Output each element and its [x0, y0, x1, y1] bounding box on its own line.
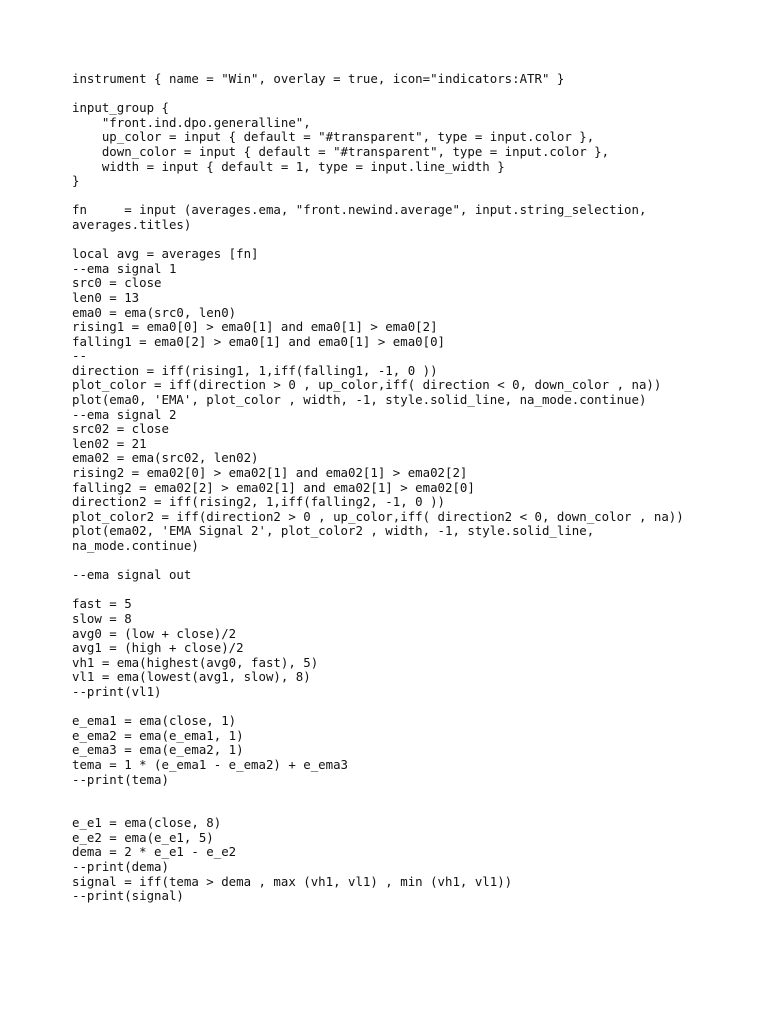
code-line: --: [72, 348, 87, 364]
code-line: }: [72, 173, 80, 189]
code-line: plot(ema0, 'EMA', plot_color , width, -1, style.solid_line, na_mode.continue): [72, 392, 647, 408]
code-line: plot_color2 = iff(direction2 > 0 , up_color,iff( direction2 < 0, down_color , na)): [72, 508, 684, 524]
code-line: --ema signal out: [72, 567, 192, 583]
code-line: averages.titles): [72, 216, 192, 232]
code-line: tema = 1 * (e_ema1 - e_ema2) + e_ema3: [72, 756, 349, 772]
code-line: falling1 = ema0[2] > ema0[1] and ema0[1] > ema0[0]: [72, 333, 445, 349]
code-line: na_mode.continue): [72, 538, 199, 553]
code-line: len0 = 13: [72, 289, 140, 305]
code-line: "front.ind.dpo.generalline",: [72, 114, 311, 130]
code-line: [72, 554, 752, 569]
code-line: --print(dema): [72, 859, 169, 875]
code-line: direction2 = iff(rising2, 1,iff(falling2, -1, 0 )): [72, 494, 445, 510]
code-line: dema = 2 * e_e1 - e_e2: [72, 844, 237, 860]
code-line: signal = iff(tema > dema , max (vh1, vl1) , min (vh1, vl1)): [72, 873, 513, 889]
code-line: local avg = averages [fn]: [72, 246, 259, 262]
code-line: e_e2 = ema(e_e1, 5): [72, 829, 214, 845]
code-line: --print(signal): [72, 888, 184, 904]
code-line: rising1 = ema0[0] > ema0[1] and ema0[1] > ema0[2]: [72, 319, 438, 335]
code-line: ema02 = ema(src02, len02): [72, 450, 259, 466]
code-line: vl1 = ema(lowest(avg1, slow), 8): [72, 669, 311, 685]
code-line: src02 = close: [72, 421, 169, 437]
code-line: avg0 = (low + close)/2: [72, 625, 237, 641]
code-line: up_color = input { default = "#transparent", type = input.color },: [72, 129, 595, 145]
code-line: e_ema2 = ema(e_ema1, 1): [72, 727, 244, 743]
code-block: [72, 72, 752, 904]
code-line: input_group {: [72, 100, 169, 116]
code-line: down_color = input { default = "#transparent", type = input.color },: [72, 143, 610, 159]
code-line: [72, 700, 752, 715]
code-line: --ema signal 1: [72, 260, 177, 276]
code-line: instrument { name = "Win", overlay = true, icon="indicators:ATR" }: [72, 71, 565, 86]
code-line: e_ema1 = ema(close, 1): [72, 713, 237, 729]
code-line: len02 = 21: [72, 435, 147, 451]
code-line: --ema signal 2: [72, 406, 177, 422]
code-line: plot_color = iff(direction > 0 , up_color,iff( direction < 0, down_color , na)): [72, 377, 662, 393]
code-line: [72, 233, 752, 248]
code-line: slow = 8: [72, 610, 132, 626]
code-line: [72, 787, 752, 802]
code-line: falling2 = ema02[2] > ema02[1] and ema02[1] > ema02[0]: [72, 479, 475, 495]
code-line: avg1 = (high + close)/2: [72, 640, 244, 656]
code-line: e_e1 = ema(close, 8): [72, 815, 222, 831]
code-line: direction = iff(rising1, 1,iff(falling1, -1, 0 )): [72, 362, 438, 378]
code-line: fast = 5: [72, 596, 132, 612]
code-line: rising2 = ema02[0] > ema02[1] and ema02[1] > ema02[2]: [72, 465, 468, 481]
code-line: ema0 = ema(src0, len0): [72, 304, 237, 320]
code-line: src0 = close: [72, 275, 162, 291]
code-line: --print(vl1): [72, 683, 162, 699]
code-line: --print(tema): [72, 771, 169, 787]
code-line: vh1 = ema(highest(avg0, fast), 5): [72, 654, 319, 670]
code-line: plot(ema02, 'EMA Signal 2', plot_color2 , width, -1, style.solid_line,: [72, 523, 595, 539]
code-line: [72, 87, 752, 102]
code-line: [72, 583, 752, 598]
code-line: e_ema3 = ema(e_ema2, 1): [72, 742, 244, 758]
code-line: [72, 802, 752, 817]
code-line: [72, 189, 752, 204]
code-line: width = input { default = 1, type = input.line_width }: [72, 158, 505, 174]
code-line: fn = input (averages.ema, "front.newind.average", input.string_selection,: [72, 202, 647, 218]
